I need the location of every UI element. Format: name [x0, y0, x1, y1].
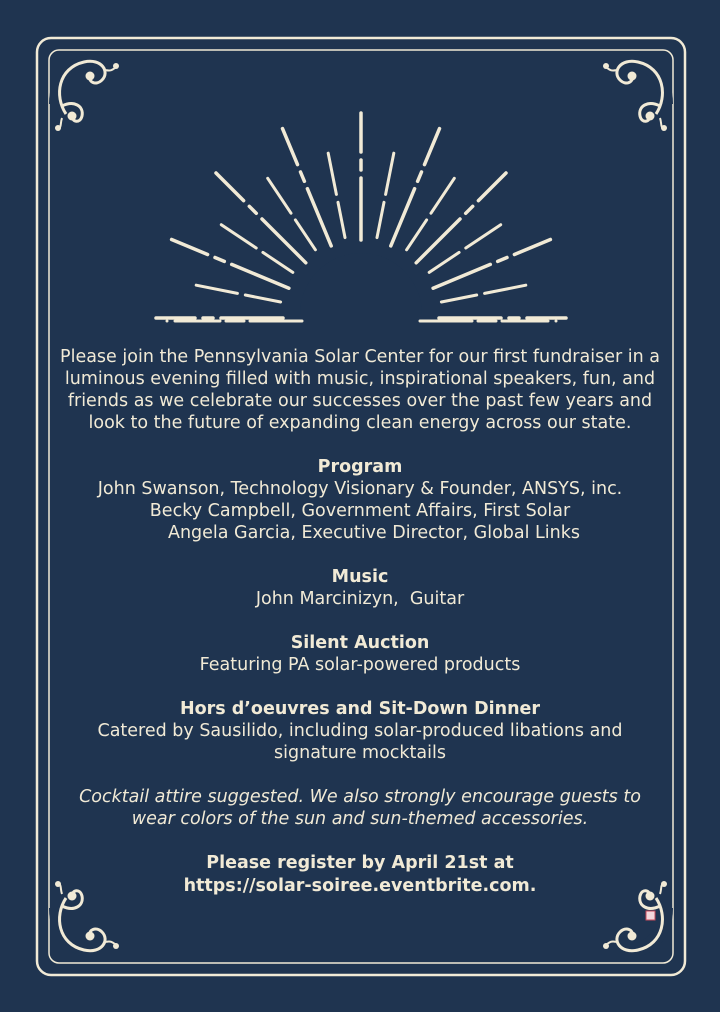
- dinner-line: Catered by Sausilido, including solar-produced libations and: [97, 721, 623, 741]
- sun-ray: [268, 178, 291, 213]
- auction-title: Silent Auction: [290, 633, 430, 653]
- sun-ray: [328, 153, 336, 194]
- sun-ray: [283, 129, 298, 165]
- sun-ray: [377, 202, 384, 237]
- sun-ray: [425, 129, 440, 165]
- sun-ray: [338, 202, 345, 237]
- sun-ray: [249, 206, 256, 213]
- program-section: [60, 456, 660, 544]
- register-line: Please register by April 21st at: [206, 853, 514, 873]
- music-section: [60, 566, 660, 610]
- sun-ray: [441, 295, 476, 302]
- program-line: Angela Garcia, Executive Director, Global Links: [167, 523, 581, 543]
- program-line: Becky Campbell, Government Affairs, First Solar: [149, 501, 571, 521]
- horizon-line: [166, 320, 558, 323]
- sun-ray: [232, 264, 289, 288]
- register-notice: [60, 852, 660, 898]
- sun-ray: [215, 258, 224, 262]
- sun-ray: [498, 258, 507, 262]
- music-line: John Marcinizyn, Guitar: [255, 589, 465, 609]
- auction-section: [60, 632, 660, 676]
- sun-ray: [431, 178, 454, 213]
- sun-ray: [485, 285, 526, 293]
- sun-ray: [263, 252, 293, 272]
- dinner-title: Hors d’oeuvres and Sit-Down Dinner: [179, 699, 541, 719]
- sun-ray: [196, 285, 237, 293]
- sun-ray: [429, 252, 459, 272]
- dinner-section: [60, 698, 660, 764]
- sun-ray: [307, 189, 331, 246]
- sun-ray: [216, 173, 244, 201]
- register-link[interactable]: https://solar-soiree.eventbrite.com.: [183, 876, 537, 896]
- attire-note: Cocktail attire suggested. We also strongly encourage guests to wear colors of the sun and sun-themed accessories.: [79, 787, 641, 829]
- sun-ray: [221, 225, 256, 248]
- sun-ray: [433, 264, 490, 288]
- sun-ray: [418, 172, 422, 181]
- sun-disc: [300, 253, 422, 314]
- sun-ray: [386, 153, 394, 194]
- music-title: Music: [331, 567, 389, 587]
- sun-ray: [172, 240, 208, 255]
- sun-ray: [514, 240, 550, 255]
- sun-ray: [391, 189, 415, 246]
- corner-flourish-icon: [55, 60, 119, 131]
- invitation-text: [60, 346, 660, 898]
- sun-ray: [245, 295, 280, 302]
- intro-paragraph: Please join the Pennsylvania Solar Center for our first fundraiser in a luminous evening filled with music, inspirational speakers, fun, and friends as we celebrate our successes over the past few years and look to the future of expanding clean energy across our state.: [60, 347, 660, 433]
- sun-ray: [295, 220, 315, 250]
- sun-ray: [301, 172, 305, 181]
- program-line: John Swanson, Technology Visionary & Founder, ANSYS, inc.: [97, 479, 623, 499]
- dinner-line: signature mocktails: [274, 743, 446, 763]
- sun-ray: [466, 225, 501, 248]
- auction-line: Featuring PA solar-powered products: [199, 655, 521, 675]
- program-title: Program: [317, 457, 403, 477]
- sun-ray: [407, 220, 427, 250]
- sun-ray: [466, 206, 473, 213]
- corner-flourish-icon: [603, 60, 667, 131]
- sun-ray: [478, 173, 506, 201]
- small-marker-icon: [646, 911, 655, 920]
